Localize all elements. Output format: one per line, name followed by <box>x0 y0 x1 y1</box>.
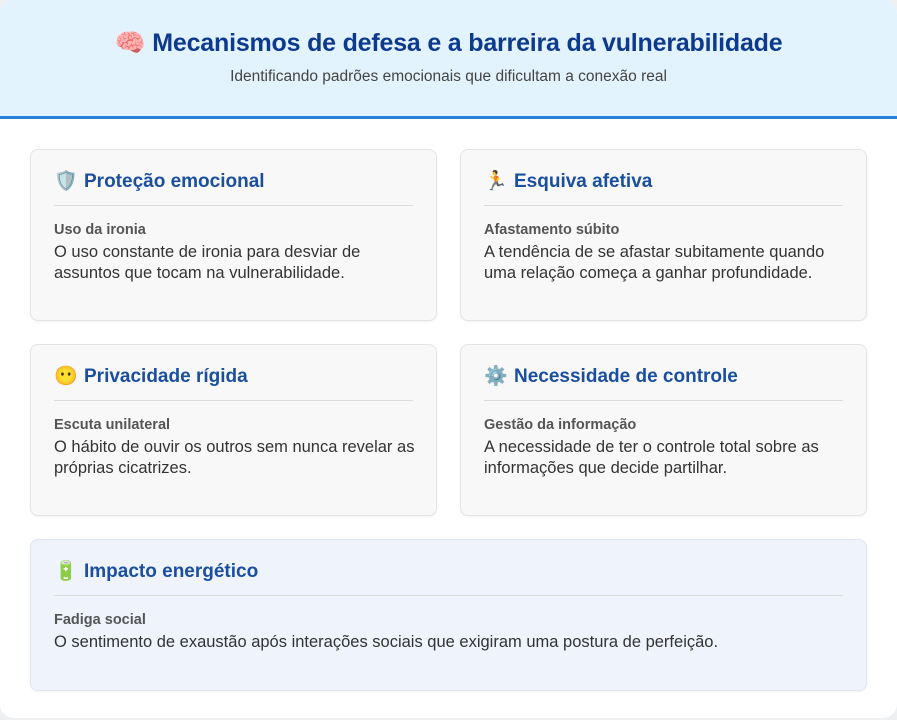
card-title: Proteção emocional <box>84 171 265 192</box>
card-necessidade-controle <box>460 344 867 516</box>
card-privacidade-rigida <box>30 344 437 516</box>
shield-icon: 🛡️ <box>54 171 78 192</box>
page-title <box>0 29 897 58</box>
card-header <box>484 365 843 401</box>
card-label: Afastamento súbito <box>484 222 620 238</box>
card-header <box>54 170 413 206</box>
card-title: Privacidade rígida <box>84 366 248 387</box>
gear-icon: ⚙️ <box>484 366 508 387</box>
card-label: Gestão da informação <box>484 417 637 433</box>
brain-icon: 🧠 <box>114 29 146 57</box>
card-text: O hábito de ouvir os outros sem nunca revelar as próprias cicatrizes. <box>54 438 415 477</box>
card-protecao-emocional <box>30 149 437 321</box>
card-title: Impacto energético <box>84 561 259 582</box>
card-header <box>484 170 843 206</box>
card-text: O sentimento de exaustão após interações sociais que exigiram uma postura de perfeição. <box>54 633 719 651</box>
header <box>0 0 897 119</box>
card-text: O uso constante de ironia para desviar de assuntos que tocam na vulnerabilidade. <box>54 243 361 282</box>
page-title-text: Mecanismos de defesa e a barreira da vulnerabilidade <box>152 29 783 57</box>
card-label: Escuta unilateral <box>54 417 171 433</box>
card-header <box>54 560 843 596</box>
card-esquiva-afetiva <box>460 149 867 321</box>
card-label: Fadiga social <box>54 612 146 628</box>
card-header <box>54 365 413 401</box>
card-text: A tendência de se afastar subitamente quando uma relação começa a ganhar profundidade. <box>484 243 825 282</box>
no-mouth-face-icon: 😶 <box>54 366 78 387</box>
page-subtitle: Identificando padrões emocionais que dificultam a conexão real <box>230 68 667 85</box>
runner-icon: 🏃 <box>484 171 508 192</box>
card-title: Esquiva afetiva <box>514 171 653 192</box>
card-impacto-energetico <box>30 539 867 691</box>
card-title: Necessidade de controle <box>514 366 738 387</box>
card-label: Uso da ironia <box>54 222 146 238</box>
card-text: A necessidade de ter o controle total sobre as informações que decide partilhar. <box>484 438 819 477</box>
battery-icon: 🔋 <box>54 561 78 582</box>
